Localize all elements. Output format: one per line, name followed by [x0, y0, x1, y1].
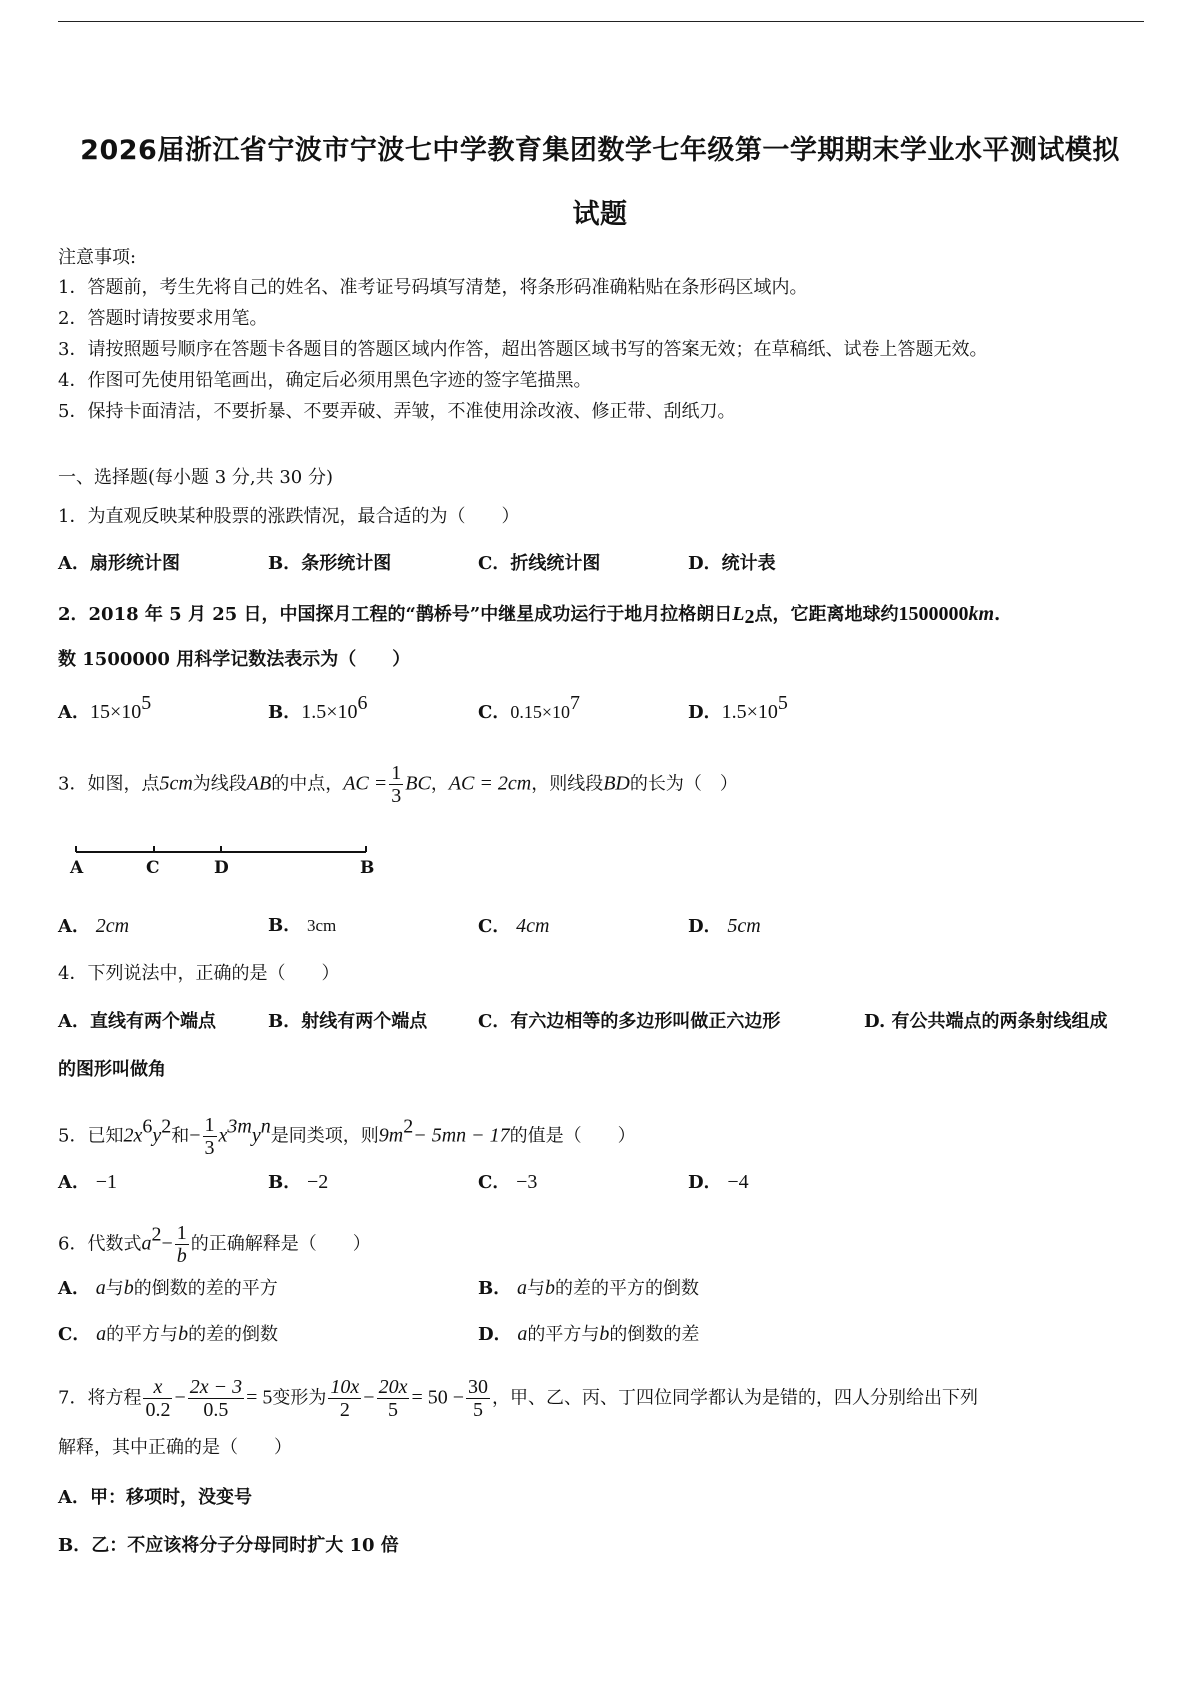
q3-option-c[interactable]: C． 4cm: [478, 915, 550, 937]
q7-fraction-3: $\frac{10x}{2}$: [330, 1376, 360, 1421]
point-label-b: B: [360, 858, 375, 878]
q5-option-c[interactable]: C． −3: [478, 1171, 538, 1193]
point-label-d: D: [214, 858, 229, 878]
exam-title-line1: 2026届浙江省宁波市宁波七中学教育集团数学七年级第一学期期末学业水平测试模拟: [80, 135, 1120, 166]
q4-option-c[interactable]: C．有六边相等的多边形叫做正六边形: [478, 1011, 781, 1032]
q2-option-c[interactable]: C．$0.15\times 10^7$: [478, 692, 580, 723]
q1-stem: 1．为直观反映某种股票的涨跌情况，最合适的为（ ）: [58, 506, 520, 527]
q5-option-d[interactable]: D． −4: [688, 1171, 749, 1193]
q6-option-b[interactable]: B． a与b的差的平方的倒数: [478, 1277, 699, 1299]
q2-option-d[interactable]: D．$1.5\times 10^5$: [688, 692, 788, 723]
point-label-c: C: [146, 858, 160, 878]
q1-option-b[interactable]: B．条形统计图: [268, 553, 392, 574]
q5-stem: 5．已知$2x^6y^2$和− $\frac{1}{3}$ $x^{3m}y^n$是同类项，则$9m^2- 5mn - 17$的值是（ ）: [58, 1114, 636, 1159]
notice-item-5: 5．保持卡面清洁，不要折暴、不要弄破、弄皱，不准使用涂改液、修正带、刮纸刀。: [58, 401, 736, 422]
q4-option-d[interactable]: D. 有公共端点的两条射线组成: [864, 1011, 1108, 1032]
q7-fraction-1: $\frac{x}{0.2}$: [145, 1376, 171, 1421]
q1-option-a[interactable]: A．扇形统计图: [58, 553, 180, 574]
header-rule: [58, 21, 1144, 22]
q4-option-a[interactable]: A．直线有两个端点: [58, 1011, 216, 1032]
q3-fraction: $\frac{1}{3}$: [391, 762, 402, 807]
q7-stem-line2: 解释，其中正确的是（ ）: [58, 1437, 292, 1458]
notice-item-3: 3．请按照题号顺序在答题卡各题目的答题区域内作答，超出答题区域书写的答案无效；在草稿纸、试卷上答题无效。: [58, 339, 988, 360]
q6-stem: 6．代数式$a^2-$ $\frac{1}{b}$ 的正确解释是（ ）: [58, 1222, 371, 1267]
q1-option-d[interactable]: D．统计表: [688, 553, 776, 574]
exam-title-line2: 试题: [572, 199, 628, 230]
q7-option-a[interactable]: A．甲：移项时，没变号: [58, 1487, 252, 1508]
q3-option-b[interactable]: B． 3cm: [268, 915, 337, 936]
q6-fraction: $\frac{1}{b}$: [176, 1222, 187, 1267]
q7-stem-line1: 7．将方程 $\frac{x}{0.2}$ − $\frac{2x - 3}{0.5}$ = 5变形为 $\frac{10x}{2}$ − $\frac{20x}{5}$ = 50 − $\frac{30}{5}$ ，甲、乙、丙、丁四位同学都认为是错的，四人分别给出下列: [58, 1376, 979, 1421]
notice-item-4: 4．作图可先使用铅笔画出，确定后必须用黑色字迹的签字笔描黑。: [58, 370, 592, 391]
q2-stem-line2: 数 1500000 用科学记数法表示为（ ）: [58, 649, 411, 670]
q3-option-a[interactable]: A． 2cm: [58, 915, 130, 937]
q5-option-a[interactable]: A． −1: [58, 1171, 117, 1193]
q6-option-d[interactable]: D． a的平方与b的倒数的差: [478, 1323, 700, 1345]
notice-item-2: 2．答题时请按要求用笔。: [58, 308, 268, 329]
q6-option-a[interactable]: A． a与b的倒数的差的平方: [58, 1277, 278, 1299]
q7-fraction-2: $\frac{2x - 3}{0.5}$: [189, 1376, 243, 1421]
q4-option-b[interactable]: B．射线有两个端点: [268, 1011, 428, 1032]
q7-fraction-4: $\frac{20x}{5}$: [378, 1376, 408, 1421]
q7-fraction-5: $\frac{30}{5}$: [468, 1376, 489, 1421]
q7-option-b[interactable]: B．乙：不应该将分子分母同时扩大 10 倍: [58, 1535, 399, 1556]
notice-item-1: 1．答题前，考生先将自己的姓名、准考证号码填写清楚，将条形码准确粘贴在条形码区域内。: [58, 277, 808, 298]
q1-option-c[interactable]: C．折线统计图: [478, 553, 601, 574]
q2-option-a[interactable]: A．$15\times 10^5$: [58, 692, 152, 723]
q3-option-d[interactable]: D． 5cm: [688, 915, 761, 937]
q2-option-b[interactable]: B．$1.5\times 10^6$: [268, 692, 368, 723]
q5-fraction: $\frac{1}{3}$: [204, 1114, 215, 1159]
section-heading: 一、选择题(每小题 3 分,共 30 分): [58, 467, 334, 488]
point-label-a: A: [70, 858, 84, 878]
q6-option-c[interactable]: C． a的平方与b的差的倒数: [58, 1323, 279, 1345]
q4-option-d-continued: 的图形叫做角: [58, 1059, 166, 1080]
q2-stem-line1: 2．2018 年 5 月 25 日，中国探月工程的“鹊桥号”中继星成功运行于地月拉格朗日$L_2$点，它距离地球约1500000km.: [58, 603, 1001, 628]
notice-heading: 注意事项:: [58, 247, 137, 268]
q3-stem: 3．如图，点5cm为线段AB的中点，AC = $\frac{1}{3}$ BC，AC = 2cm，则线段BD的长为（ ）: [58, 762, 738, 807]
q4-stem: 4．下列说法中，正确的是（ ）: [58, 963, 340, 984]
q5-option-b[interactable]: B． −2: [268, 1171, 329, 1193]
